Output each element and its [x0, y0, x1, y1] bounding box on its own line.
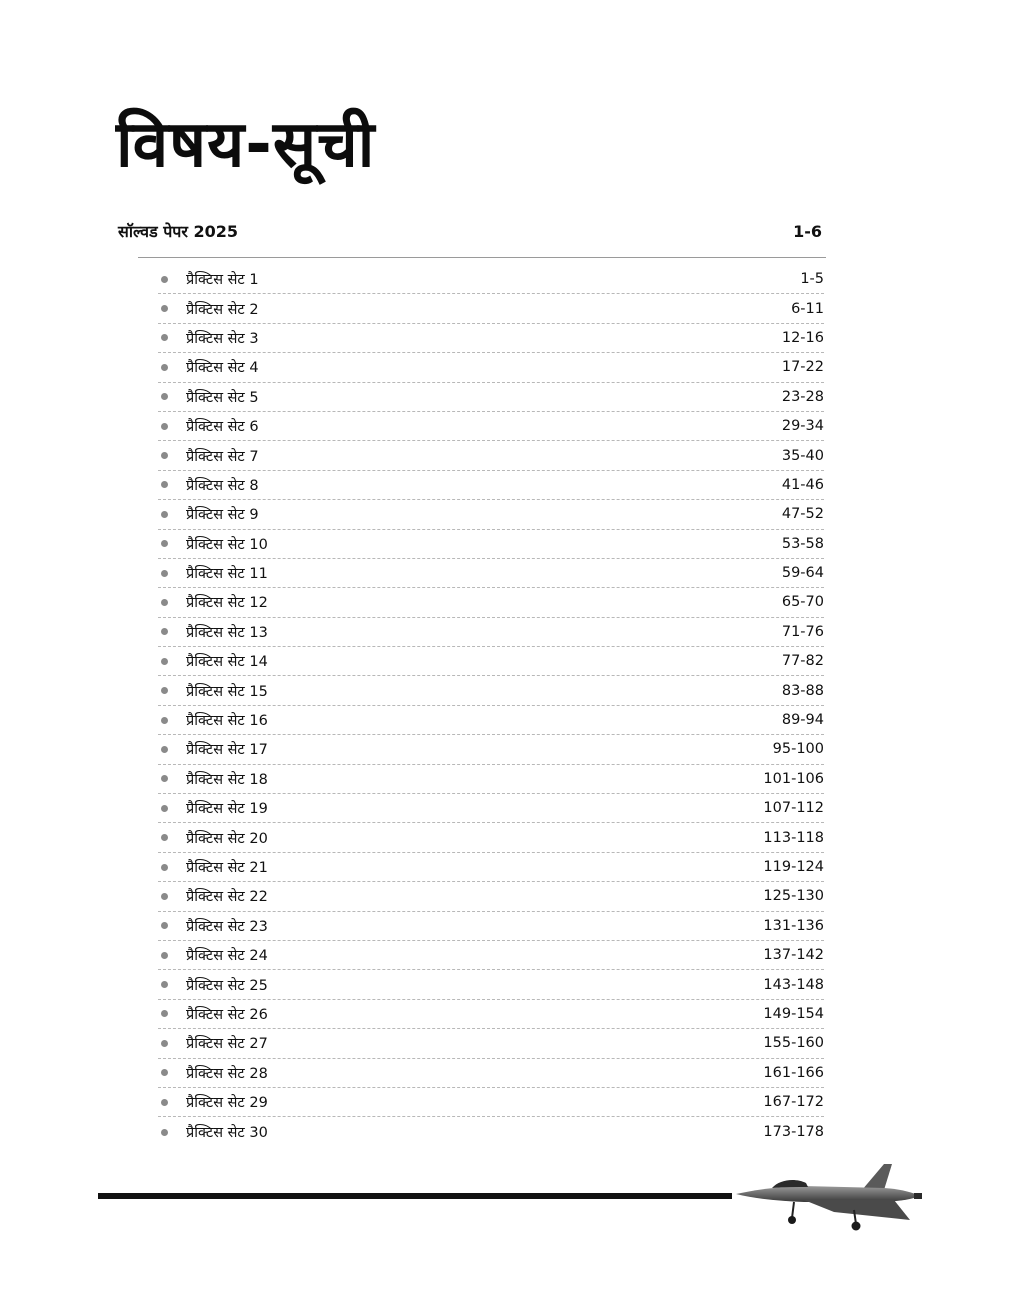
bullet-dot-icon — [161, 481, 168, 488]
toc-row — [158, 794, 824, 823]
toc-pages: 77-82 — [781, 653, 824, 670]
toc-label: प्रैक्टिस सेट 18 — [186, 771, 268, 788]
toc-row — [158, 823, 824, 852]
section-divider — [138, 257, 826, 258]
toc-row — [158, 1117, 824, 1146]
toc-label: प्रैक्टिस सेट 20 — [186, 830, 268, 847]
toc-row — [158, 383, 824, 412]
toc-row — [158, 941, 824, 970]
toc-label: प्रैक्टिस सेट 27 — [186, 1036, 268, 1053]
toc-row — [158, 882, 824, 911]
toc-row — [158, 1000, 824, 1029]
toc-row — [158, 706, 824, 735]
bullet-dot-icon — [161, 276, 168, 283]
toc-list — [158, 265, 824, 1147]
bullet-dot-icon — [161, 717, 168, 724]
toc-row — [158, 735, 824, 764]
section-header — [118, 220, 822, 242]
toc-label: प्रैक्टिस सेट 5 — [186, 389, 259, 406]
toc-label: प्रैक्टिस सेट 26 — [186, 1006, 268, 1023]
bullet-dot-icon — [161, 452, 168, 459]
toc-pages: 167-172 — [763, 1094, 824, 1111]
toc-pages: 29-34 — [781, 418, 824, 435]
bullet-dot-icon — [161, 393, 168, 400]
fighter-jet-icon — [734, 1160, 924, 1232]
footer-bar — [98, 1193, 732, 1199]
toc-pages: 173-178 — [763, 1124, 824, 1141]
toc-label: प्रैक्टिस सेट 28 — [186, 1065, 268, 1082]
toc-label: प्रैक्टिस सेट 17 — [186, 742, 268, 759]
bullet-dot-icon — [161, 511, 168, 518]
toc-pages: 71-76 — [781, 623, 824, 640]
toc-label: प्रैक्टिस सेट 19 — [186, 801, 268, 818]
toc-pages: 47-52 — [781, 506, 824, 523]
bullet-dot-icon — [161, 540, 168, 547]
toc-pages: 6-11 — [791, 300, 824, 317]
bullet-dot-icon — [161, 834, 168, 841]
toc-pages: 107-112 — [763, 800, 824, 817]
toc-row — [158, 530, 824, 559]
bullet-dot-icon — [161, 1099, 168, 1106]
bullet-dot-icon — [161, 1040, 168, 1047]
toc-row — [158, 912, 824, 941]
bullet-dot-icon — [161, 687, 168, 694]
toc-row — [158, 559, 824, 588]
toc-pages: 125-130 — [763, 888, 824, 905]
toc-label: प्रैक्टिस सेट 11 — [186, 566, 268, 583]
toc-label: प्रैक्टिस सेट 23 — [186, 918, 268, 935]
toc-label: प्रैक्टिस सेट 29 — [186, 1095, 268, 1112]
bullet-dot-icon — [161, 305, 168, 312]
toc-label: प्रैक्टिस सेट 25 — [186, 977, 268, 994]
toc-row — [158, 765, 824, 794]
toc-label: प्रैक्टिस सेट 6 — [186, 419, 259, 436]
bullet-dot-icon — [161, 1010, 168, 1017]
bullet-dot-icon — [161, 981, 168, 988]
bullet-dot-icon — [161, 1129, 168, 1136]
bullet-dot-icon — [161, 746, 168, 753]
toc-pages: 101-106 — [763, 770, 824, 787]
bullet-dot-icon — [161, 952, 168, 959]
toc-row — [158, 618, 824, 647]
toc-label: प्रैक्टिस सेट 7 — [186, 448, 259, 465]
bullet-dot-icon — [161, 334, 168, 341]
toc-label: प्रैक्टिस सेट 13 — [186, 624, 268, 641]
toc-pages: 17-22 — [781, 359, 824, 376]
toc-pages: 155-160 — [763, 1035, 824, 1052]
bullet-dot-icon — [161, 775, 168, 782]
toc-row — [158, 324, 824, 353]
toc-pages: 53-58 — [781, 535, 824, 552]
toc-row — [158, 970, 824, 999]
toc-pages: 113-118 — [763, 829, 824, 846]
toc-label: प्रैक्टिस सेट 21 — [186, 860, 268, 876]
toc-row — [158, 294, 824, 323]
toc-pages: 1-5 — [800, 271, 824, 288]
toc-label: प्रैक्टिस सेट 3 — [186, 330, 259, 347]
toc-label: प्रैक्टिस सेट 14 — [186, 654, 268, 671]
bullet-dot-icon — [161, 805, 168, 812]
toc-label: प्रैक्टिस सेट 12 — [186, 595, 268, 612]
toc-label: प्रैक्टिस सेट 22 — [186, 889, 268, 906]
toc-row — [158, 588, 824, 617]
bullet-dot-icon — [161, 893, 168, 900]
bullet-dot-icon — [161, 922, 168, 929]
toc-row — [158, 1059, 824, 1088]
section-pages: 1-6 — [793, 222, 822, 241]
toc-pages: 59-64 — [781, 565, 824, 582]
toc-pages: 137-142 — [763, 947, 824, 964]
toc-pages: 12-16 — [781, 329, 824, 346]
bullet-dot-icon — [161, 364, 168, 371]
toc-pages: 143-148 — [763, 976, 824, 993]
toc-row — [158, 1088, 824, 1117]
toc-label: प्रैक्टिस सेट 8 — [186, 477, 259, 494]
page-title: विषय-सूची — [116, 108, 376, 182]
toc-pages: 131-136 — [763, 917, 824, 934]
toc-label: प्रैक्टिस सेट 4 — [186, 360, 259, 377]
toc-pages: 89-94 — [781, 712, 824, 729]
toc-pages: 65-70 — [781, 594, 824, 611]
toc-label: प्रैक्टिस सेट 10 — [186, 536, 268, 553]
bullet-dot-icon — [161, 864, 168, 871]
toc-row — [158, 353, 824, 382]
toc-pages: 161-166 — [763, 1064, 824, 1081]
toc-label: प्रैक्टिस सेट 24 — [186, 948, 268, 965]
section-label: सॉल्वड पेपर 2025 — [118, 222, 239, 241]
bullet-dot-icon — [161, 599, 168, 606]
toc-pages: 149-154 — [763, 1005, 824, 1022]
toc-label: प्रैक्टिस सेट 2 — [186, 301, 259, 318]
toc-row — [158, 853, 824, 882]
toc-row — [158, 471, 824, 500]
toc-label: प्रैक्टिस सेट 30 — [186, 1125, 268, 1142]
toc-row — [158, 500, 824, 529]
toc-row — [158, 676, 824, 705]
toc-row — [158, 265, 824, 294]
bullet-dot-icon — [161, 658, 168, 665]
toc-row — [158, 647, 824, 676]
toc-pages: 41-46 — [781, 476, 824, 493]
toc-row — [158, 412, 824, 441]
toc-pages: 23-28 — [781, 388, 824, 405]
toc-pages: 119-124 — [763, 859, 824, 875]
toc-label: प्रैक्टिस सेट 9 — [186, 507, 259, 524]
toc-label: प्रैक्टिस सेट 16 — [186, 713, 268, 730]
toc-row — [158, 441, 824, 470]
toc-pages: 95-100 — [772, 741, 824, 758]
toc-label: प्रैक्टिस सेट 1 — [186, 272, 259, 289]
bullet-dot-icon — [161, 570, 168, 577]
bullet-dot-icon — [161, 423, 168, 430]
bullet-dot-icon — [161, 628, 168, 635]
bullet-dot-icon — [161, 1069, 168, 1076]
toc-label: प्रैक्टिस सेट 15 — [186, 683, 268, 700]
toc-row — [158, 1029, 824, 1058]
toc-pages: 83-88 — [781, 682, 824, 699]
toc-pages: 35-40 — [781, 447, 824, 464]
